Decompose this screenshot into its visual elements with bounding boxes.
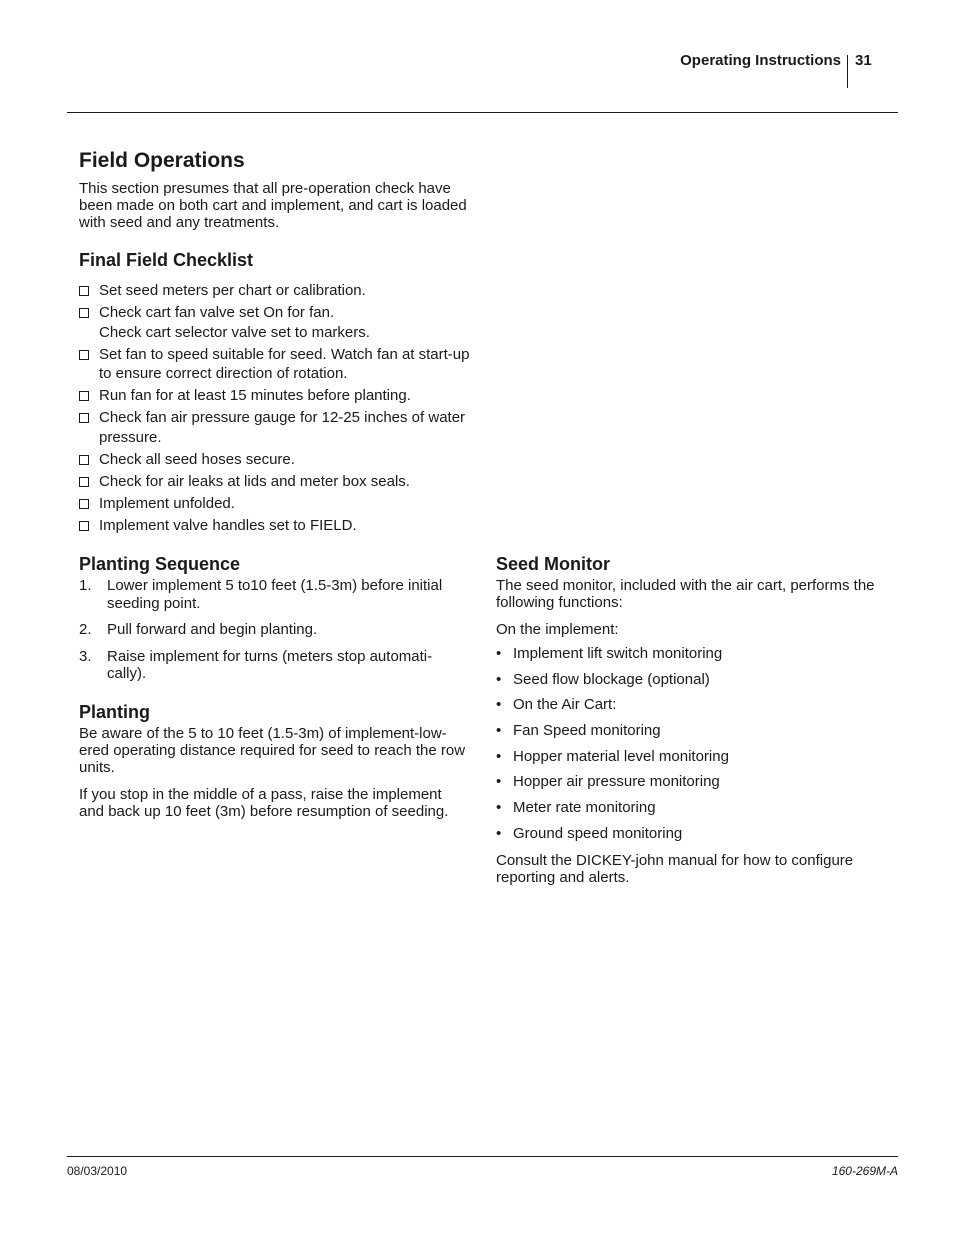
step-number: 3. [79,647,92,665]
sequence-step [79,648,469,683]
list-item [496,773,896,791]
sequence-step [79,621,469,639]
checklist-heading: Final Field Checklist [79,250,254,270]
intro-paragraph: This section presumes that all pre-operation check have been made on both cart and implement, and cart is loaded with seed and any treatments. [79,180,467,231]
checklist-item [79,450,471,470]
checklist-item-text: Set seed meters per chart or calibration. [99,282,366,299]
seed-monitor-functions [496,645,896,851]
list-item-text: Ground speed monitoring [513,824,683,842]
list-item-text: On the Air Cart: [513,696,617,714]
checklist-item-text: Check cart fan valve set On for fan. Check cart selector valve set to markers. [99,304,370,341]
checklist-item-text: Check for air leaks at lids and meter box seals. [99,472,410,490]
list-item-text: Hopper material level monitoring [513,747,729,765]
checkbox-icon [79,350,89,360]
planting-sequence-list [79,577,469,692]
step-text: Raise implement for turns (meters stop automati-cally). [107,647,433,682]
checkbox-icon [79,499,89,509]
list-item [496,722,896,740]
checkbox-icon [79,308,89,318]
footer-date: 08/03/2010 [67,1164,128,1178]
bullet-icon: • [496,824,502,842]
bullet-icon: • [496,799,502,817]
footer-document-number: 160-269M-A [831,1164,898,1178]
planting-paragraph-1: Be aware of the 5 to 10 feet (1.5-3m) of implement-low-ered operating distance required for seed to reach the row units. [79,725,466,776]
list-item-text: Fan Speed monitoring [513,722,661,740]
page-number: 31 [855,52,872,69]
list-item-text: Seed flow blockage (optional) [513,670,710,688]
step-text: Lower implement 5 to10 feet (1.5-3m) before initial seeding point. [107,577,443,612]
bullet-icon: • [496,773,502,791]
checklist-item-text: Set fan to speed suitable for seed. Watch fan at start-up to ensure correct direction of rotation. [99,345,470,382]
running-header-section: Operating Instructions [680,52,841,69]
bullet-icon: • [496,645,502,662]
list-item [496,799,896,817]
checklist [79,281,471,538]
checkbox-icon [79,413,89,423]
checklist-item [79,494,471,514]
seed-monitor-heading: Seed Monitor [496,554,611,574]
footer-rule [67,1156,898,1157]
checkbox-icon [79,391,89,401]
step-text: Pull forward and begin planting. [107,621,318,638]
list-item-text: Hopper air pressure monitoring [513,773,720,791]
header-divider [847,55,848,88]
bullet-icon: • [496,670,502,688]
checkbox-icon [79,286,89,296]
checkbox-icon [79,477,89,487]
planting-sequence-heading: Planting Sequence [79,554,241,574]
list-item [496,748,896,766]
checkbox-icon [79,521,89,531]
bullet-icon: • [496,722,502,740]
checklist-item [79,408,471,447]
checklist-item-text: Implement unfolded. [99,494,235,512]
checklist-item [79,303,471,342]
step-number: 1. [79,577,92,594]
page-title: Field Operations [79,149,245,172]
checklist-item-text: Run fan for at least 15 minutes before planting. [99,387,411,404]
planting-heading: Planting [79,702,150,722]
list-item [496,671,896,689]
seed-monitor-consult: Consult the DICKEY-john manual for how to configure reporting and alerts. [496,852,854,886]
seed-monitor-intro: The seed monitor, included with the air cart, performs the following functions: [496,577,875,611]
checkbox-icon [79,455,89,465]
checklist-item [79,516,471,536]
planting-paragraph-2: If you stop in the middle of a pass, raise the implement and back up 10 feet (3m) before resumption of seeding. [79,786,449,820]
checklist-item [79,472,471,492]
checklist-item-text: Check fan air pressure gauge for 12-25 inches of water pressure. [99,409,466,446]
header-rule [67,112,898,113]
list-item [496,696,896,714]
on-implement-label: On the implement: [496,621,619,638]
checklist-item-text: Check all seed hoses secure. [99,450,295,468]
checklist-item [79,386,471,406]
list-item-text: Implement lift switch monitoring [513,645,723,662]
step-number: 2. [79,621,92,638]
list-item [496,645,896,663]
checklist-item [79,345,471,384]
checklist-item [79,281,471,301]
bullet-icon: • [496,696,502,714]
bullet-icon: • [496,747,502,765]
list-item [496,825,896,843]
sequence-step [79,577,469,612]
checklist-item-text: Implement valve handles set to FIELD. [99,516,357,534]
list-item-text: Meter rate monitoring [513,799,656,817]
